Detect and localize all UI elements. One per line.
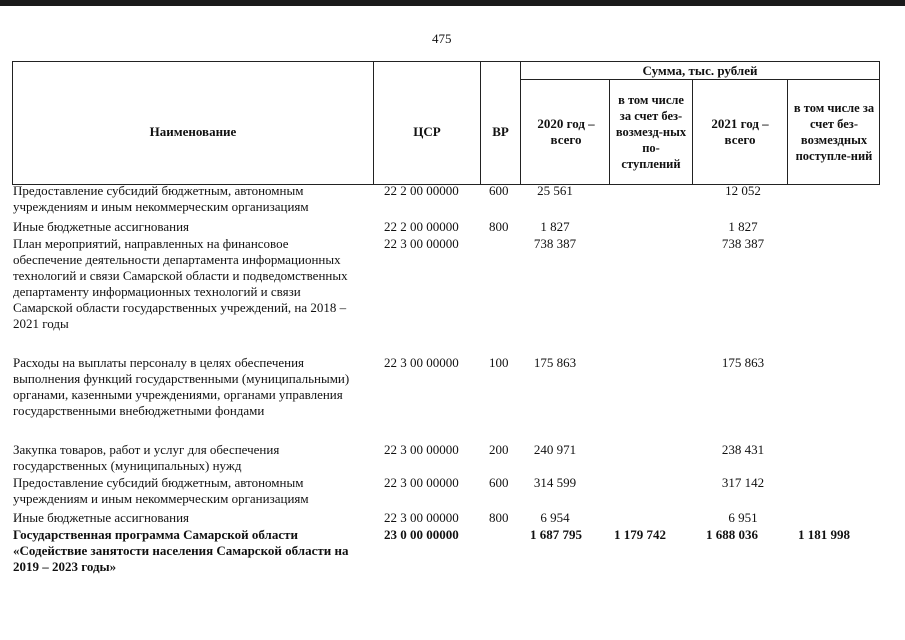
header-vr: ВР [492, 124, 509, 139]
row-2020-total: 1 827 [540, 219, 570, 234]
row-vr: 200 [489, 442, 509, 457]
header-sum-group: Сумма, тыс. рублей [642, 62, 758, 78]
row-2020-total: 25 561 [537, 183, 573, 198]
row-2020-total: 1 687 795 [530, 527, 582, 542]
row-vr: 800 [489, 219, 509, 234]
row-name: Закупка товаров, работ и услуг для обеспечения государственных (муниципальных) нужд [13, 442, 280, 473]
row-csr: 22 3 00 00000 [384, 510, 459, 525]
row-2021-grants: 1 181 998 [798, 527, 850, 542]
header-2021-total: 2021 год – всего [711, 116, 769, 147]
row-vr: 800 [489, 510, 509, 525]
row-name: Государственная программа Самарской области «Содействие занятости населения Самарской области на 2019 – 2023 годы» [13, 527, 349, 574]
header-2021-grants: в том числе за счет без-возмездных поступле-ний [793, 101, 875, 163]
row-2020-grants: 1 179 742 [614, 527, 666, 542]
row-name: Предоставление субсидий бюджетным, автономным учреждениям и иным некоммерческим организациям [13, 475, 309, 506]
header-2020-total: 2020 год – всего [537, 116, 595, 147]
row-csr: 22 2 00 00000 [384, 183, 459, 198]
row-vr: 600 [489, 183, 509, 198]
row-csr: 23 0 00 00000 [384, 527, 459, 542]
header-name: Наименование [149, 124, 237, 139]
row-csr: 22 3 00 00000 [384, 236, 459, 251]
row-csr: 22 3 00 00000 [384, 442, 459, 457]
row-csr: 22 3 00 00000 [384, 475, 459, 490]
row-name: План мероприятий, направленных на финансовое обеспечение деятельности департамента информационных технологий и связи Самарской области и подведомственных департаменту информационных технологий и связи Самарской области государственных учреждений, на 2018 – 2021 годы [13, 236, 348, 331]
row-2021-total: 317 142 [721, 475, 765, 490]
row-2021-total: 175 863 [721, 355, 765, 370]
row-2021-total: 1 827 [728, 219, 758, 234]
row-2021-total: 12 052 [725, 183, 761, 198]
row-2021-total: 1 688 036 [706, 527, 758, 542]
row-name: Расходы на выплаты персоналу в целях обеспечения выполнения функций государственными (муниципальными) органами, казенными учреждениями, органами управления государственными внебюджетными фондами [13, 355, 350, 418]
row-2021-total: 738 387 [721, 236, 765, 251]
header-2020-grants: в том числе за счет без-возмезд-ных по-ступлений [615, 93, 687, 171]
row-vr: 100 [489, 355, 509, 370]
row-2020-total: 6 954 [540, 510, 570, 525]
page-number: 475 [432, 31, 452, 46]
row-vr: 600 [489, 475, 509, 490]
row-2020-total: 175 863 [533, 355, 577, 370]
top-border-bar [0, 0, 905, 6]
row-2020-total: 314 599 [533, 475, 577, 490]
row-2021-total: 238 431 [721, 442, 765, 457]
row-name: Иные бюджетные ассигнования [13, 510, 190, 525]
row-2020-total: 738 387 [533, 236, 577, 251]
row-csr: 22 2 00 00000 [384, 219, 459, 234]
row-2020-total: 240 971 [533, 442, 577, 457]
row-name: Иные бюджетные ассигнования [13, 219, 190, 234]
row-name: Предоставление субсидий бюджетным, автономным учреждениям и иным некоммерческим организациям [13, 183, 309, 214]
row-csr: 22 3 00 00000 [384, 355, 459, 370]
header-csr: ЦСР [413, 124, 441, 139]
row-2021-total: 6 951 [728, 510, 758, 525]
